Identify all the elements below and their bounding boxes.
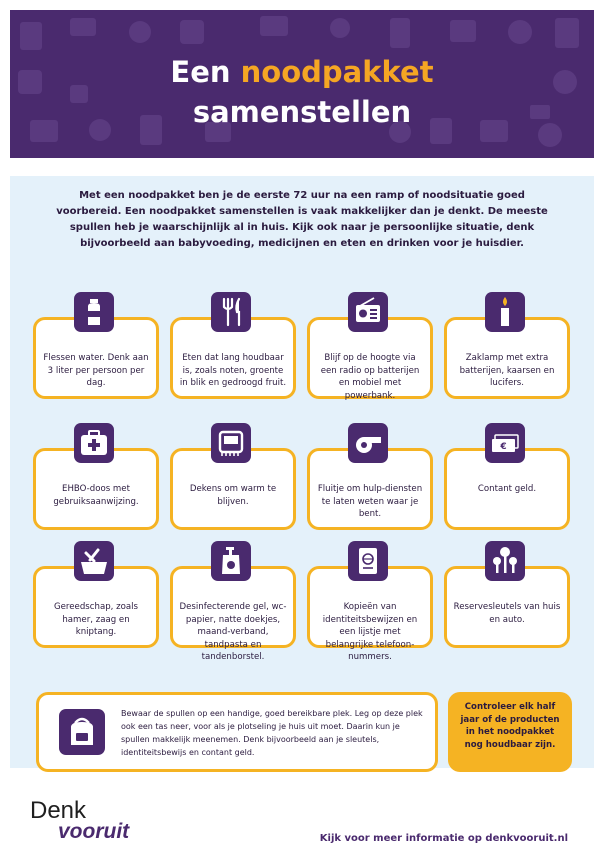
page-title [10,52,594,132]
item-text: Kopieën van identiteitsbewijzen en een lijstje met belangrijke telefoon-nummers. [322,602,418,662]
svg-text:€: € [500,442,507,452]
header-banner [10,10,594,158]
hygiene-icon [211,541,251,581]
candle-icon [485,292,525,332]
item-text: EHBO-doos met gebruiksaanwijzing. [53,484,139,507]
storage-tip-box [36,692,438,772]
item-text: Contant geld. [477,484,537,494]
blanket-icon [211,423,251,463]
cash-icon [485,423,525,463]
check-reminder-box: Controleer elk half jaar of de producten in het noodpakket nog houdbaar zijn. [448,692,572,772]
keys-icon [485,541,525,581]
whistle-icon [348,423,388,463]
item-text: Gereedschap, zoals hamer, zaag en kniptang. [53,602,139,637]
item-text: Zaklamp met extra batterijen, kaarsen en lucifers. [459,353,555,388]
item-text: Blijf op de hoogte via een radio op batterijen en mobiel met powerbank. [320,353,420,401]
logo-denk: Denk [30,797,87,824]
fork-knife-icon [211,292,251,332]
item-text: Desinfecterende gel, wc-papier, natte doekjes, maand-verband, tandpasta en tandenborstel. [179,602,287,662]
radio-icon [348,292,388,332]
first-aid-kit-icon [74,423,114,463]
backpack-icon [59,709,105,755]
item-text: Flessen water. Denk aan 3 liter per persoon per dag. [43,353,149,388]
title-part1: Een [170,55,241,89]
footer-link[interactable]: Kijk voor meer informatie op denkvooruit.nl [319,833,568,844]
item-text: Reservesleutels van huis en auto. [453,602,561,625]
title-accent: noodpakket [240,55,434,89]
intro-text: Met een noodpakket ben je de eerste 72 uur na een ramp of noodsituatie goed voorbereid. Een noodpakket samenstellen is vaak makkelijker dan je denkt. De meeste spullen heb je waarschijnlijk al in huis. Kijk ook naar je persoonlijke situatie, denk bijvoorbeeld aan babyvoeding, medicijnen en eten en drinken voor je huisdier. [56,190,548,249]
item-text: Eten dat lang houdbaar is, zoals noten, groente in blik en gedroogd fruit. [179,353,287,388]
toolbox-icon [74,541,114,581]
item-text: Fluitje om hulp-diensten te laten weten waar je bent. [317,484,423,519]
logo-vooruit: vooruit [58,820,130,843]
title-part2: samenstellen [192,95,412,129]
passport-icon [348,541,388,581]
water-bottle-icon [74,292,114,332]
storage-tip-text: Bewaar de spullen op een handige, goed bereikbare plek. Leg op deze plek ook een tas neer, voor als je plotseling je huis uit moet. Daarin kun je spullen makkelijk meenemen. Denk bijvoorbeeld aan je sleutels, identiteitsbewijs en contant geld. [121,709,423,757]
item-text: Dekens om warm te blijven. [189,484,277,507]
